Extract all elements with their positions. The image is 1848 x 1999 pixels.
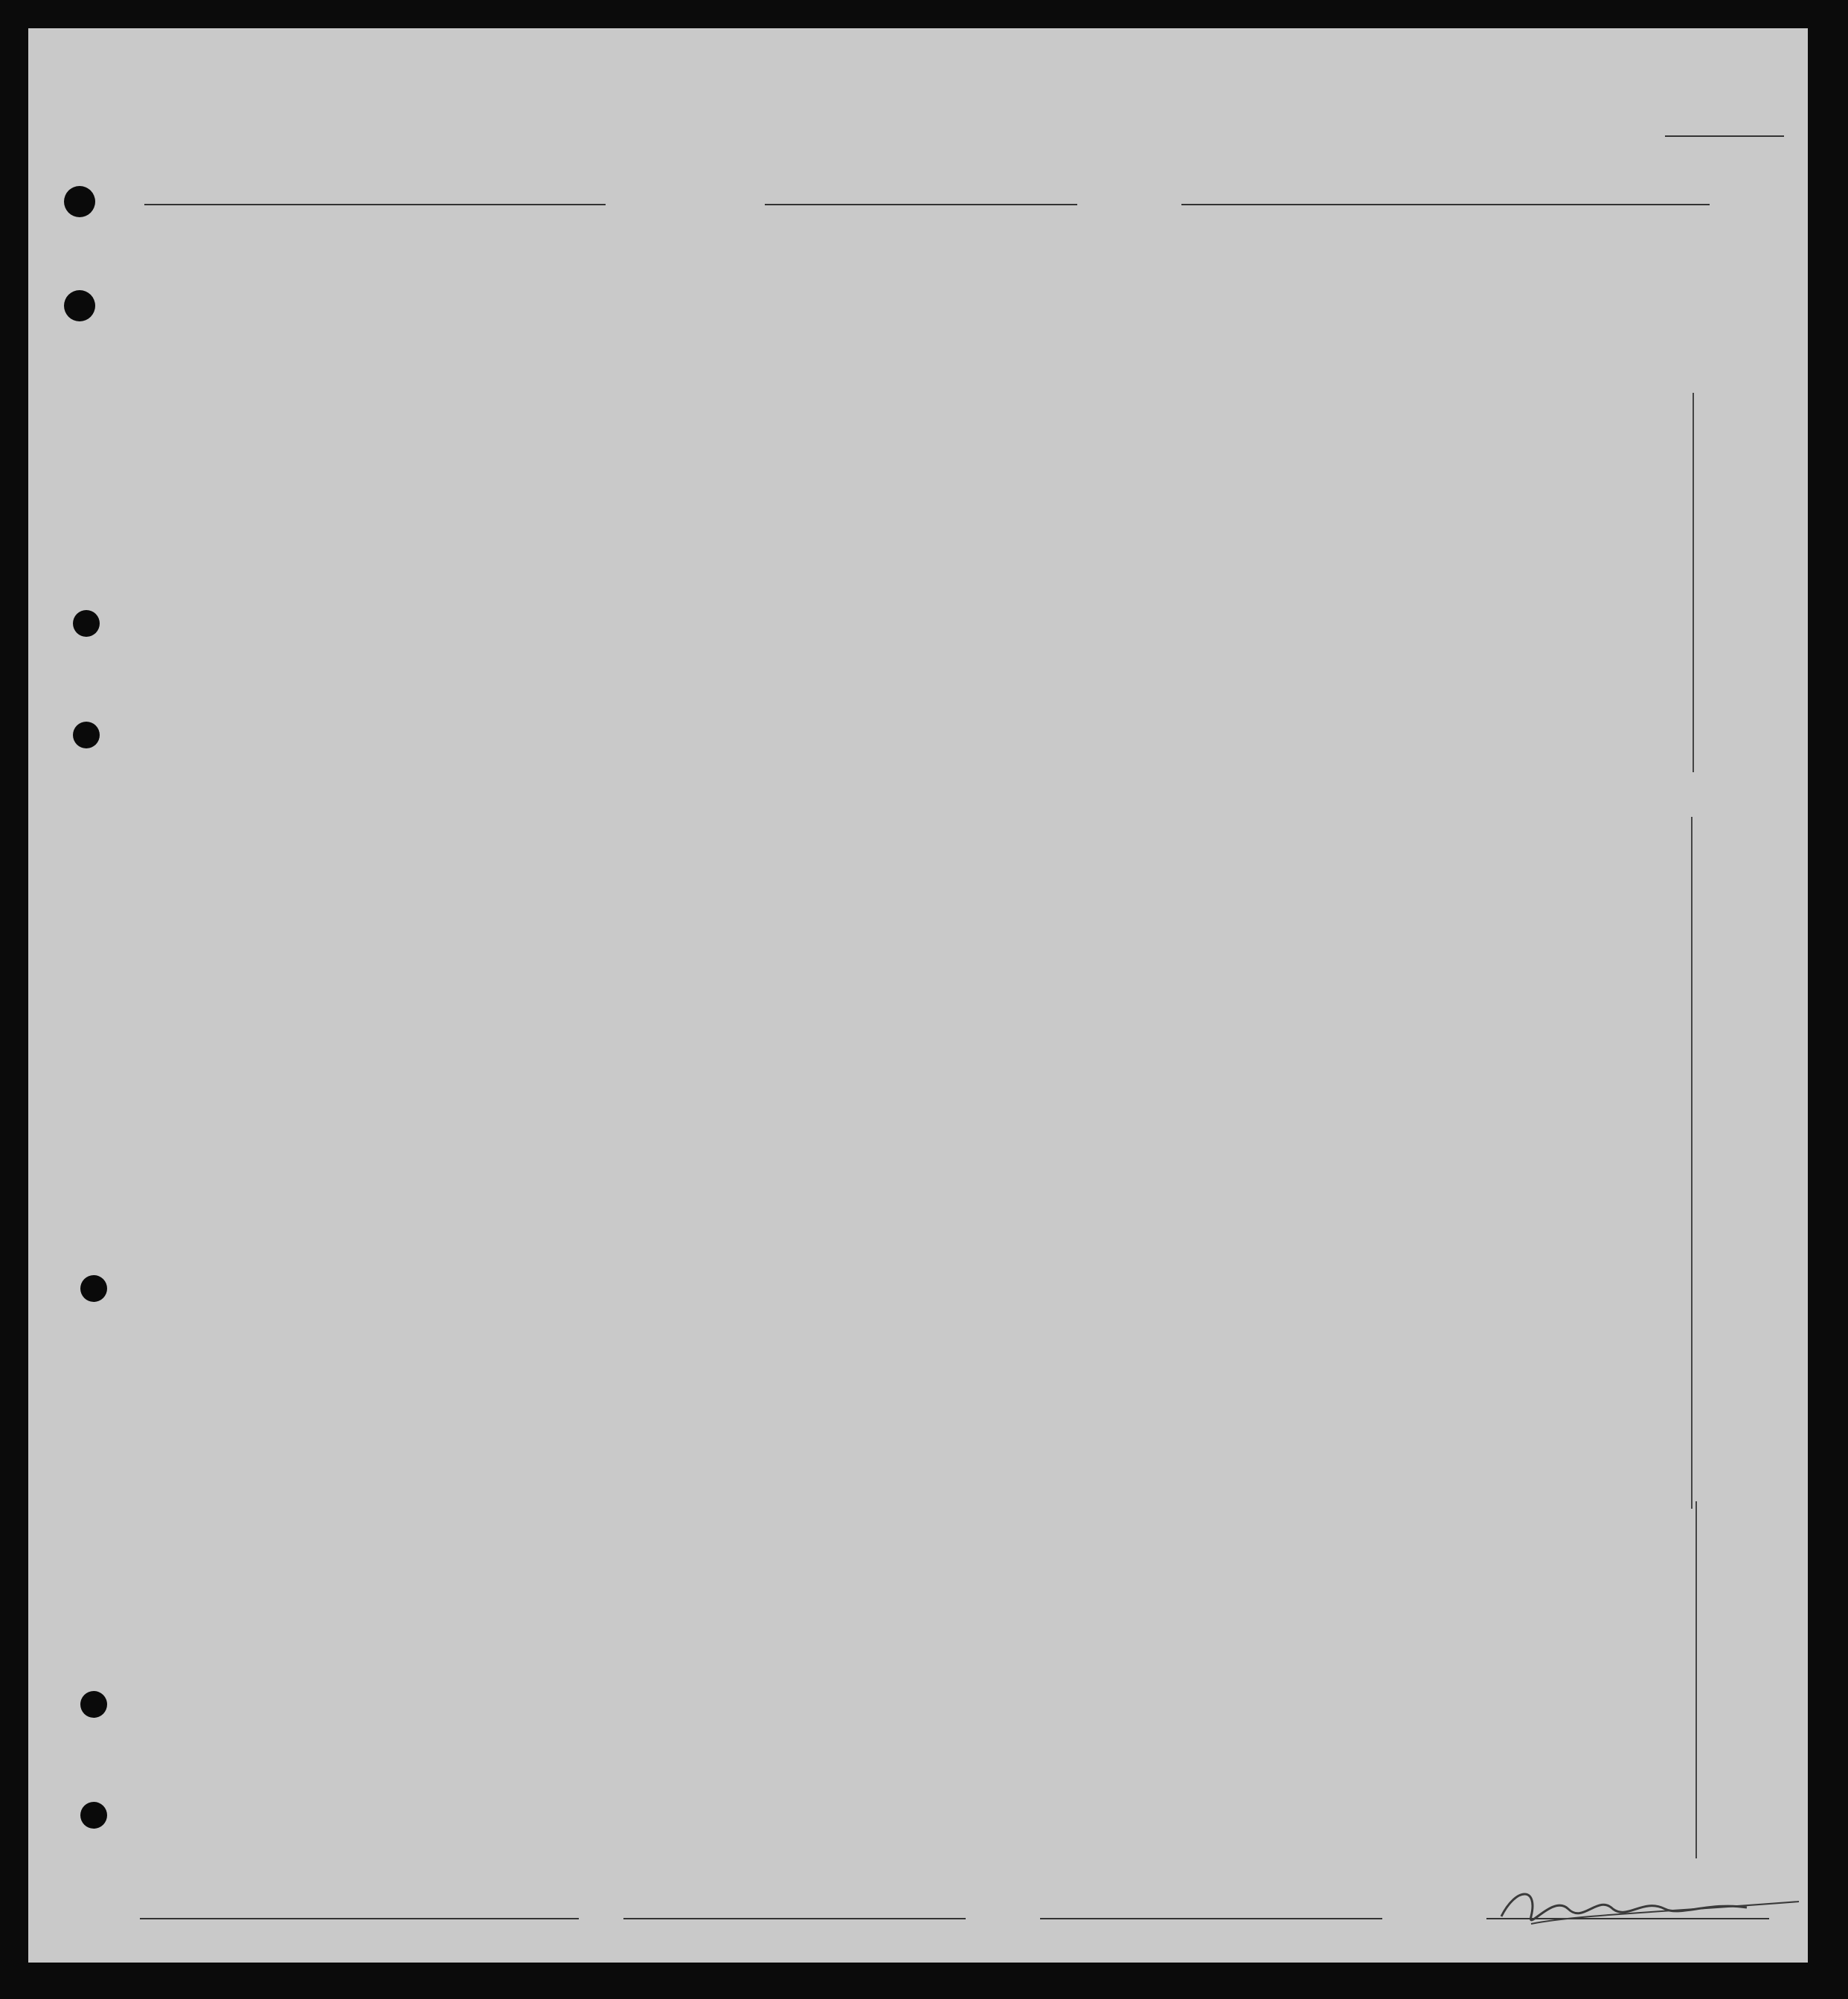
vessel-underline xyxy=(144,204,606,205)
officer-signature xyxy=(1486,1879,1808,1939)
line-underline xyxy=(140,1918,579,1919)
arriving-underline xyxy=(1181,204,1710,205)
action-bracket-lines xyxy=(1561,356,1799,1903)
owners-underline xyxy=(623,1918,966,1919)
punch-hole xyxy=(64,186,95,217)
agents-underline xyxy=(1040,1918,1382,1919)
sheet-underline xyxy=(1665,135,1784,137)
punch-hole xyxy=(80,1802,107,1829)
punch-hole xyxy=(73,722,100,748)
punch-hole xyxy=(80,1691,107,1718)
punch-hole xyxy=(64,290,95,321)
table-grid xyxy=(28,28,1808,1963)
sailing-underline xyxy=(765,204,1077,205)
punch-hole xyxy=(80,1275,107,1302)
manifest-sheet xyxy=(28,28,1808,1963)
punch-hole xyxy=(73,610,100,637)
